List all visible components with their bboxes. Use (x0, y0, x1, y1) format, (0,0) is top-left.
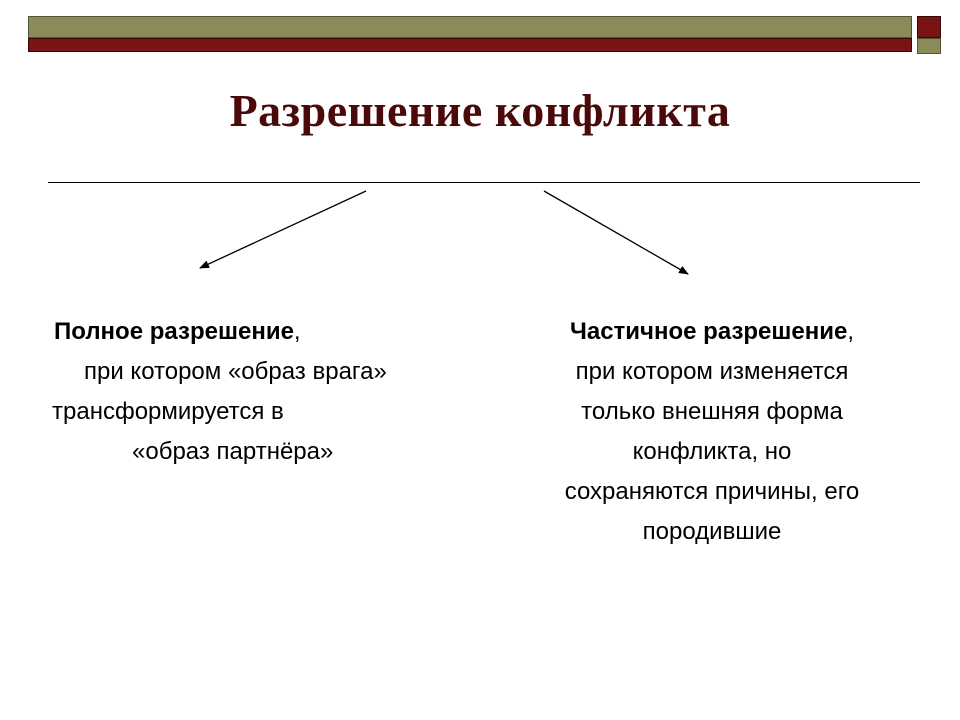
full-resolution-line-2: при котором «образ врага» (84, 358, 387, 385)
partial-resolution-line-3: только внешняя форма (581, 398, 843, 425)
partial-resolution-line-6: породившие (642, 518, 782, 545)
full-resolution-block (52, 312, 502, 472)
partial-resolution-block (500, 312, 924, 552)
full-resolution-line-3: трансформируется в (52, 398, 284, 425)
arrow-left (200, 191, 366, 268)
full-resolution-heading-suffix: , (293, 318, 301, 345)
slide-title: Разрешение конфликта (229, 85, 731, 136)
partial-resolution-line-5: сохраняются причины, его (564, 478, 860, 505)
partial-resolution-line-4: конфликта, но (632, 438, 792, 465)
partial-resolution-heading: Частичное разрешение (569, 318, 848, 345)
partial-resolution-heading-line (500, 312, 924, 352)
arrow-right (544, 191, 688, 274)
full-resolution-heading: Полное разрешение (54, 318, 294, 345)
partial-resolution-line-2: при котором изменяется (575, 358, 849, 385)
full-resolution-line-4: «образ партнёра» (132, 438, 334, 465)
partial-resolution-heading-suffix: , (847, 318, 855, 345)
full-resolution-heading-line (52, 312, 502, 352)
